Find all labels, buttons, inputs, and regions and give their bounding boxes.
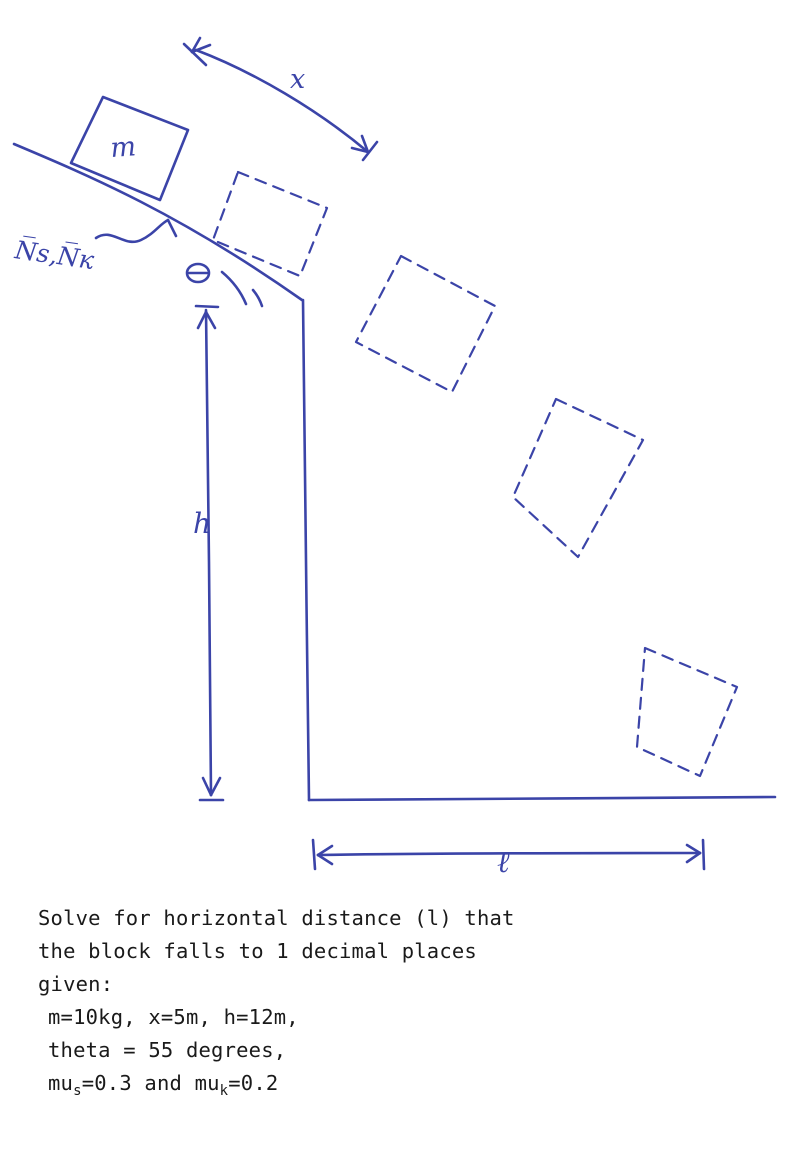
block-ghost-2: [356, 256, 495, 392]
incline-surface: [14, 144, 302, 300]
mu-s-subscript: s: [73, 1083, 82, 1100]
l-arrowhead-left-b: [318, 855, 332, 864]
problem-line-1: Solve for horizontal distance (l) that: [38, 906, 515, 930]
problem-statement: [38, 902, 778, 1100]
h-arrowhead-bottom-b: [211, 778, 220, 795]
label-height: h: [193, 507, 212, 540]
block-ghost-3: [513, 399, 643, 557]
block-ghost-1: [213, 172, 327, 276]
block-ghost-4: [637, 648, 737, 776]
l-tick-right: [703, 840, 704, 869]
mu-s-prefix: mu: [48, 1071, 74, 1095]
label-horizontal-distance: ℓ: [497, 845, 510, 880]
angle-arc: [222, 272, 246, 304]
problem-line-3: given:: [38, 972, 114, 996]
x-dimension-line: [196, 50, 368, 152]
vertical-wall: [303, 300, 309, 800]
normal-force-pointer-tail: [168, 220, 176, 236]
mu-k-subscript: k: [219, 1083, 229, 1100]
mu-k-value: =0.2: [228, 1071, 279, 1095]
h-arrowhead-top-a: [198, 312, 206, 328]
l-tick-left: [313, 840, 315, 869]
label-normal-forces: N̅s,N̅к: [13, 235, 96, 276]
given-line-3: [38, 1067, 778, 1100]
mu-s-value-and-mu-k-prefix: =0.3 and mu: [81, 1071, 220, 1095]
normal-force-pointer: [96, 220, 168, 242]
ground-line: [309, 797, 775, 800]
label-block-mass: m: [109, 131, 138, 164]
problem-line-2: the block falls to 1 decimal places: [38, 939, 477, 963]
l-arrowhead-right-b: [687, 853, 700, 862]
h-dimension-line: [206, 310, 211, 795]
angle-arc-inner: [253, 290, 262, 306]
given-line-2: theta = 55 degrees,: [48, 1038, 287, 1062]
label-slide-distance: x: [290, 64, 306, 95]
given-line-1: m=10kg, x=5m, h=12m,: [48, 1005, 299, 1029]
h-tick-top: [196, 306, 218, 307]
